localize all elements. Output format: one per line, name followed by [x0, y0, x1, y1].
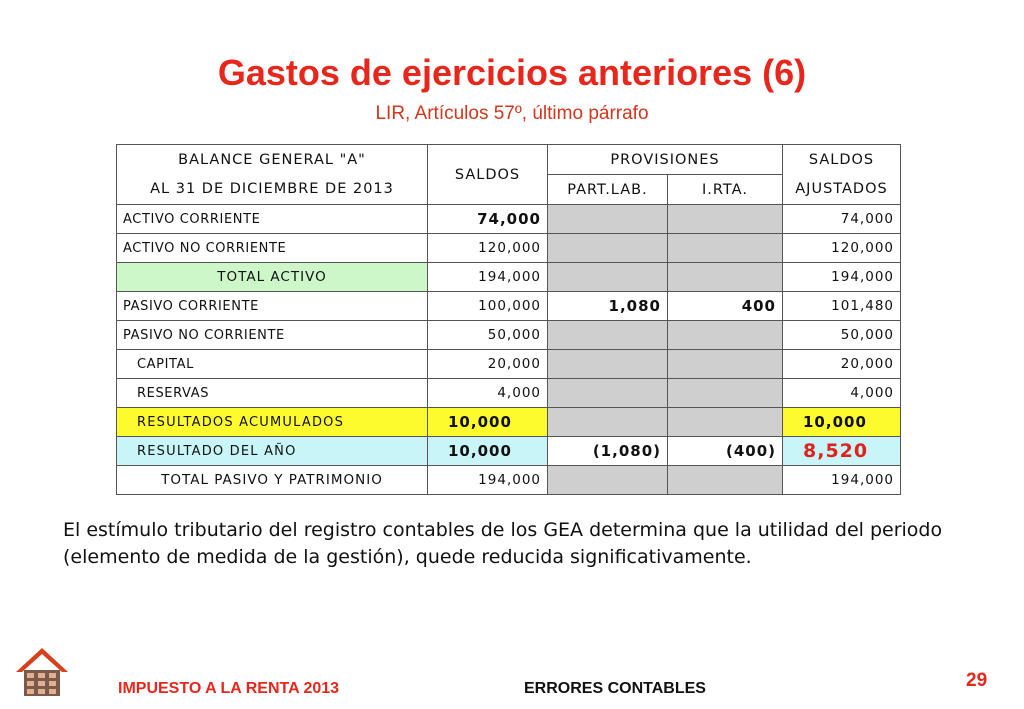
table-row-total-pasivo-patrimonio: [117, 466, 901, 495]
row-ajustado: 120,000: [783, 234, 901, 263]
row-label: PASIVO NO CORRIENTE: [117, 321, 428, 350]
row-part-lab: [548, 350, 668, 379]
page-title: Gastos de ejercicios anteriores (6): [217, 52, 807, 93]
row-i-rta: [668, 350, 783, 379]
row-label: ACTIVO NO CORRIENTE: [117, 234, 428, 263]
table-row-total-activo: [117, 263, 901, 292]
header-provisiones: PROVISIONES: [548, 145, 783, 175]
row-saldo: 194,000: [428, 263, 548, 292]
row-ajustado: 10,000: [783, 408, 901, 437]
row-ajustado: 8,520: [783, 437, 901, 466]
header-saldos: SALDOS: [428, 145, 548, 205]
table-row: [117, 292, 901, 321]
building-logo-icon: [14, 642, 70, 702]
header-saldos-ajustados-1: SALDOS: [783, 145, 901, 175]
footer-middle-label: ERRORES CONTABLES: [524, 680, 706, 697]
balance-table: [116, 144, 901, 495]
row-label: TOTAL ACTIVO: [117, 263, 428, 292]
page-subtitle: LIR, Artículos 57º, último párrafo: [375, 103, 649, 124]
table-row-resultados-acumulados: [117, 408, 901, 437]
row-part-lab: [548, 408, 668, 437]
row-label: CAPITAL: [117, 350, 428, 379]
row-label: RESULTADO DEL AÑO: [117, 437, 428, 466]
row-saldo: 100,000: [428, 292, 548, 321]
row-ajustado: 101,480: [783, 292, 901, 321]
header-balance: BALANCE GENERAL "A": [117, 145, 428, 175]
row-saldo: 10,000: [428, 437, 548, 466]
row-i-rta: [668, 321, 783, 350]
row-label: RESULTADOS ACUMULADOS: [117, 408, 428, 437]
row-label: ACTIVO CORRIENTE: [117, 205, 428, 234]
row-part-lab: (1,080): [548, 437, 668, 466]
row-ajustado: 4,000: [783, 379, 901, 408]
header-part-lab: PART.LAB.: [548, 175, 668, 205]
row-part-lab: [548, 263, 668, 292]
row-i-rta: [668, 234, 783, 263]
row-i-rta: [668, 408, 783, 437]
row-i-rta: [668, 205, 783, 234]
row-i-rta: [668, 379, 783, 408]
row-i-rta: [668, 466, 783, 495]
table-row: [117, 234, 901, 263]
header-date: AL 31 DE DICIEMBRE DE 2013: [117, 175, 428, 205]
table-row: [117, 350, 901, 379]
row-part-lab: [548, 466, 668, 495]
row-ajustado: 74,000: [783, 205, 901, 234]
row-saldo: 10,000: [428, 408, 548, 437]
table-row: [117, 321, 901, 350]
row-saldo: 194,000: [428, 466, 548, 495]
row-i-rta: 400: [668, 292, 783, 321]
row-label: PASIVO CORRIENTE: [117, 292, 428, 321]
page-number: 29: [966, 670, 988, 691]
row-ajustado: 194,000: [783, 263, 901, 292]
row-ajustado: 50,000: [783, 321, 901, 350]
footer-left-label: IMPUESTO A LA RENTA 2013: [118, 680, 340, 697]
table-row-resultado-del-ano: [117, 437, 901, 466]
row-ajustado: 194,000: [783, 466, 901, 495]
row-label: TOTAL PASIVO Y PATRIMONIO: [117, 466, 428, 495]
row-part-lab: [548, 234, 668, 263]
row-saldo: 74,000: [428, 205, 548, 234]
row-part-lab: [548, 205, 668, 234]
row-saldo: 20,000: [428, 350, 548, 379]
row-label: RESERVAS: [117, 379, 428, 408]
row-ajustado: 20,000: [783, 350, 901, 379]
header-saldos-ajustados-2: AJUSTADOS: [783, 175, 901, 205]
row-part-lab: 1,080: [548, 292, 668, 321]
row-i-rta: (400): [668, 437, 783, 466]
header-i-rta: I.RTA.: [668, 175, 783, 205]
row-part-lab: [548, 379, 668, 408]
table-row: [117, 379, 901, 408]
explanation-paragraph: El estímulo tributario del registro contables de los GEA determina que la utilidad del periodo (elemento de medida de la gestión), quede reducida significativamente.: [63, 519, 943, 568]
row-saldo: 120,000: [428, 234, 548, 263]
row-saldo: 50,000: [428, 321, 548, 350]
table-row: [117, 205, 901, 234]
row-saldo: 4,000: [428, 379, 548, 408]
row-i-rta: [668, 263, 783, 292]
row-part-lab: [548, 321, 668, 350]
